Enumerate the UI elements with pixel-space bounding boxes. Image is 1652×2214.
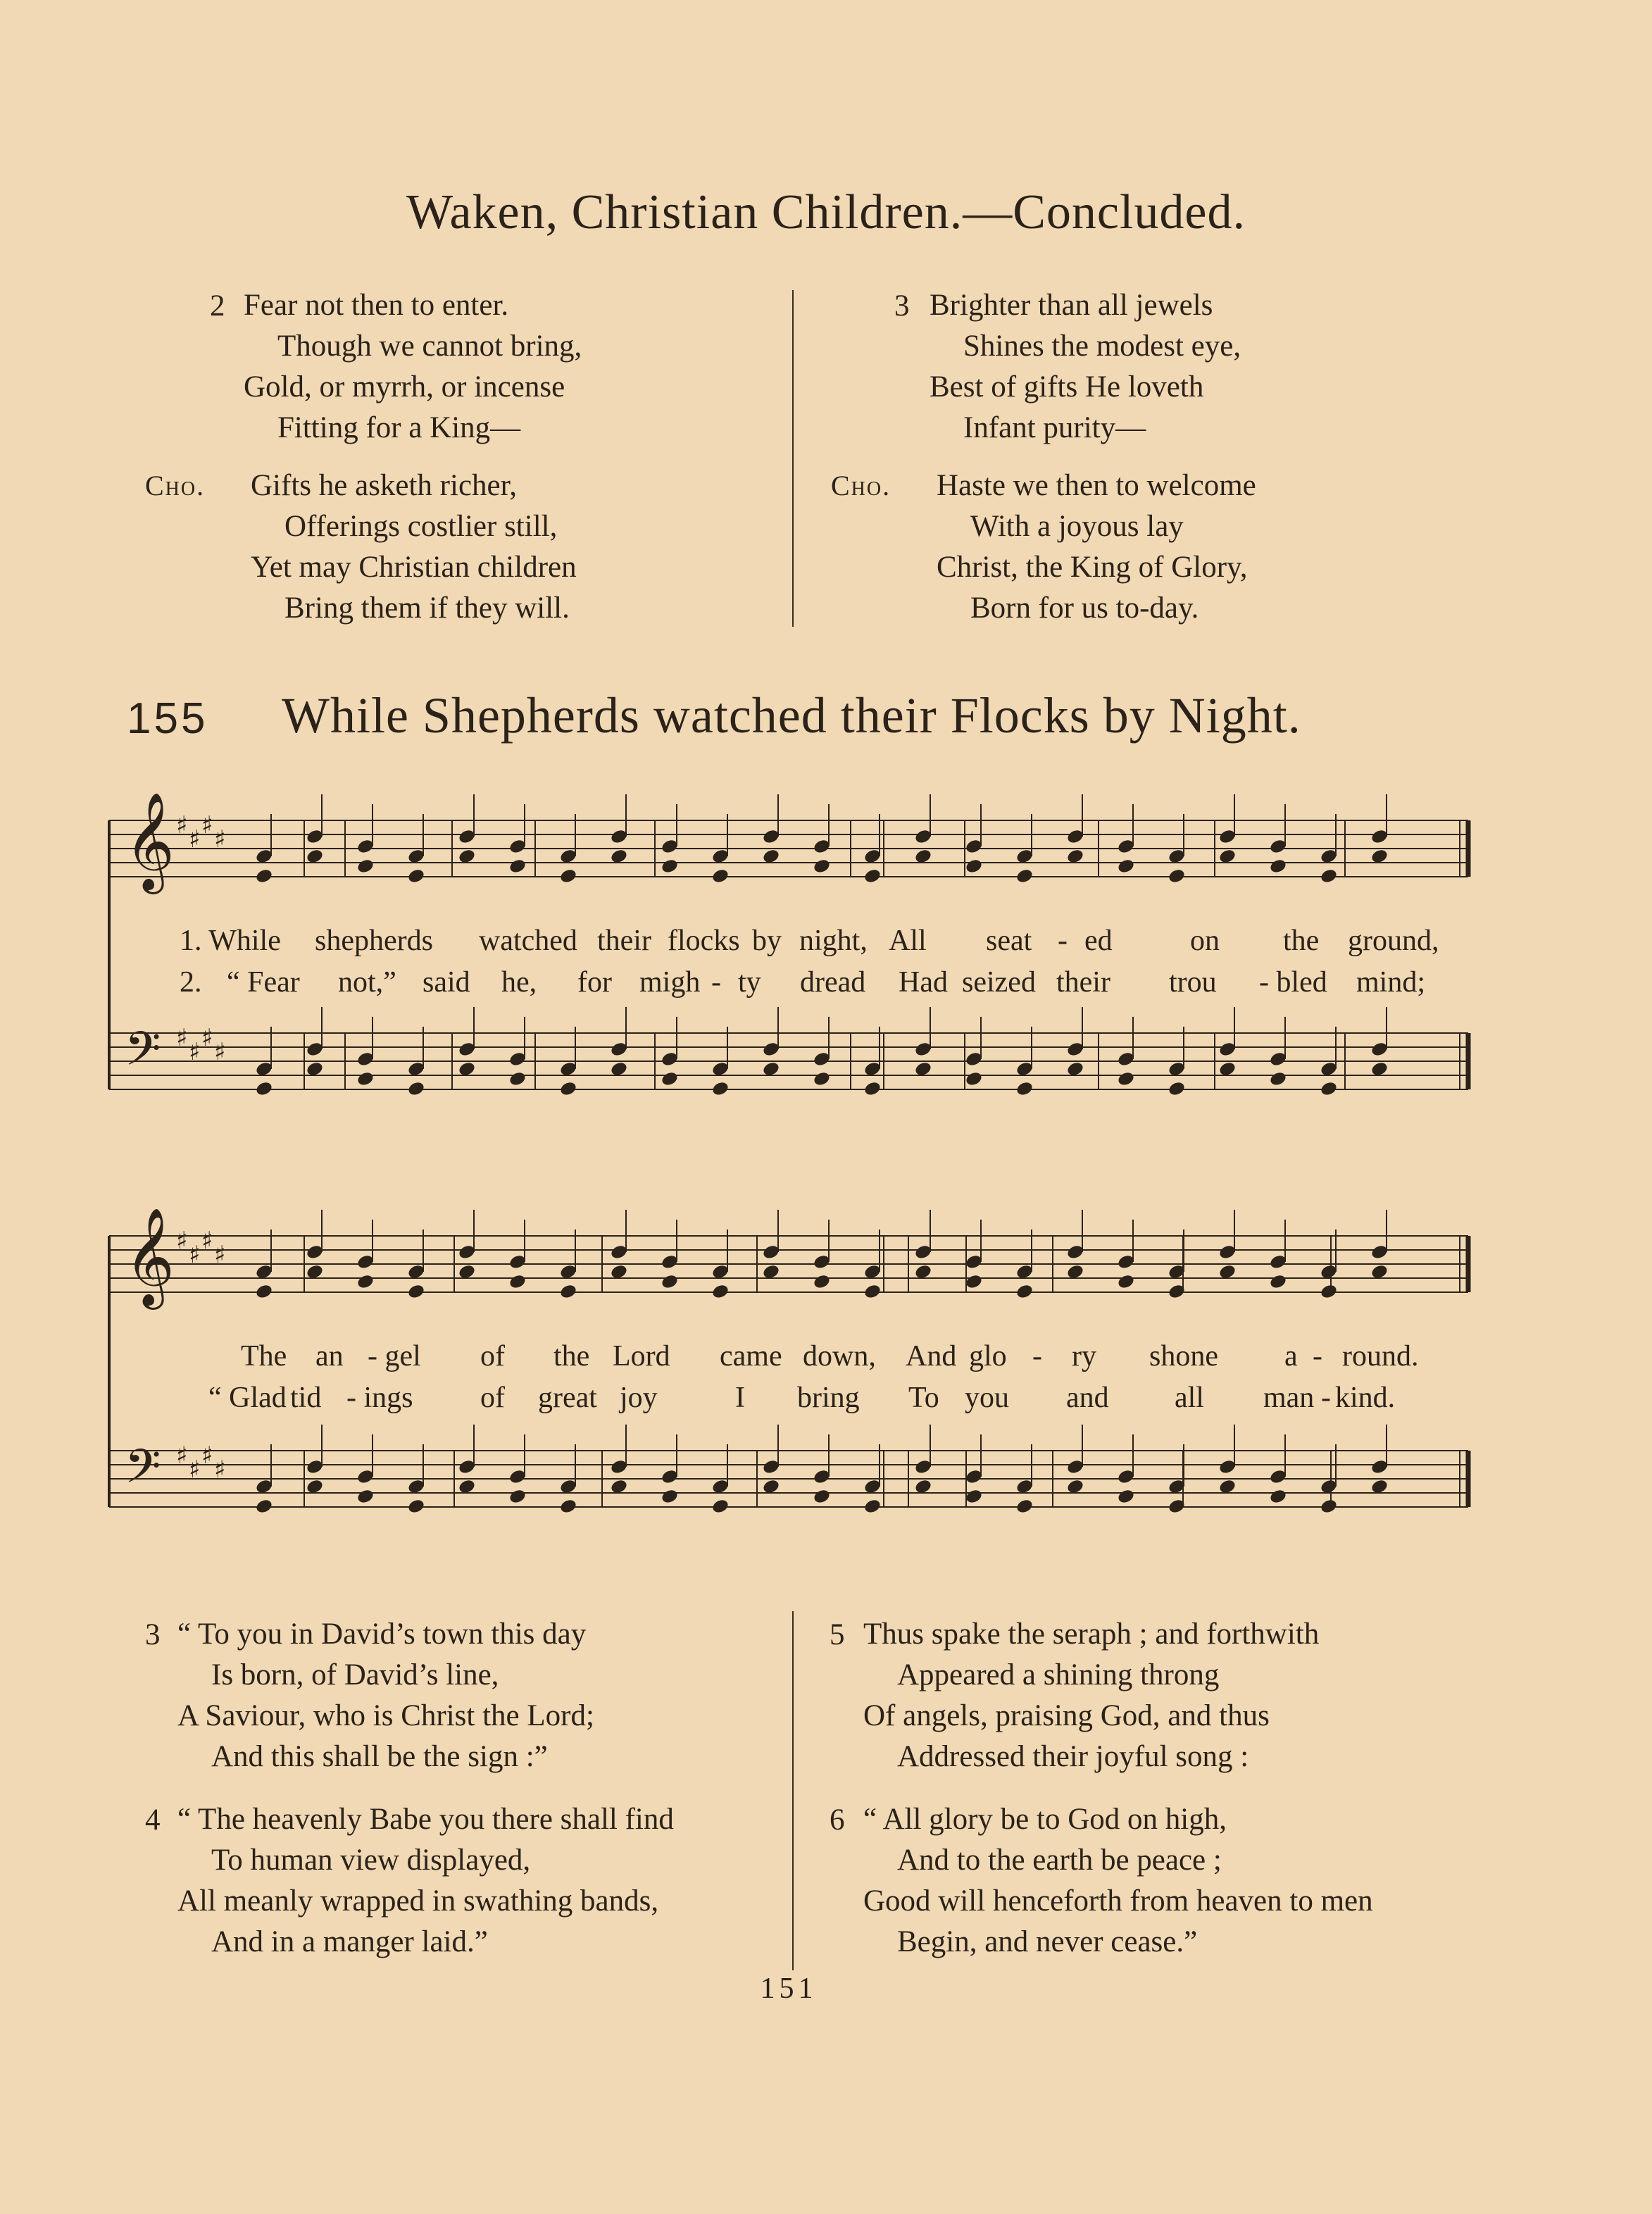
column-divider	[792, 1611, 794, 1970]
verse-line: Thus spake the seraph ; and forthwith	[863, 1618, 1320, 1651]
stanza-number: 3	[145, 1618, 161, 1651]
note-head	[508, 858, 527, 875]
note-head	[559, 1080, 578, 1097]
note-head	[508, 1273, 527, 1290]
lyric-syllable: not,”	[338, 966, 396, 999]
verse-line: “ To you in David’s town this day	[177, 1618, 587, 1651]
note-head	[559, 1283, 578, 1300]
lyric-syllable: dread	[800, 966, 866, 999]
lyric-syllable: down,	[803, 1340, 876, 1372]
sharp-sign: ♯	[189, 1456, 201, 1484]
note-head	[1168, 1080, 1187, 1097]
page-number: 151	[760, 1972, 818, 2005]
sharp-sign: ♯	[201, 1024, 213, 1052]
note-head	[407, 1283, 426, 1300]
verse-line: Fitting for a King—	[277, 411, 521, 444]
chorus-line: With a joyous lay	[970, 510, 1184, 543]
note-head	[1117, 1488, 1136, 1505]
note-head	[508, 1070, 527, 1087]
verse-line: All meanly wrapped in swathing bands,	[177, 1884, 659, 1918]
chorus-line: Yet may Christian children	[251, 551, 577, 584]
lyric-syllable: And	[906, 1340, 957, 1372]
lyric-syllable: and	[1066, 1382, 1109, 1414]
note-head	[255, 1498, 274, 1515]
lyric-syllable: All	[889, 925, 927, 957]
verse-line: Of angels, praising God, and thus	[863, 1699, 1270, 1732]
verse-line: “ The heavenly Babe you there shall find	[177, 1803, 674, 1836]
lyric-syllable: shone	[1149, 1340, 1218, 1372]
stanza-number: 5	[830, 1618, 845, 1651]
note-head	[356, 1488, 375, 1505]
treble-clef: 𝄞	[125, 792, 175, 890]
lyric-syllable: joy	[620, 1382, 658, 1414]
verse-line: A Saviour, who is Christ the Lord;	[177, 1699, 594, 1732]
note-head	[813, 1273, 832, 1290]
note-head	[1320, 1283, 1339, 1300]
lyric-syllable: -	[1032, 1340, 1042, 1372]
lyric-syllable: you	[965, 1382, 1009, 1414]
verse-line: Fear not then to enter.	[244, 289, 509, 322]
verse-line: Best of gifts He loveth	[930, 370, 1204, 404]
lyric-syllable: “ Fear	[227, 966, 300, 999]
verse-line: To human view displayed,	[211, 1844, 531, 1877]
note-head	[255, 1283, 274, 1300]
note-head	[813, 1070, 832, 1087]
lyric-syllable: The	[241, 1340, 287, 1372]
chorus-label: Cho.	[831, 470, 891, 501]
lyric-syllable: bring	[797, 1382, 860, 1414]
sharp-sign: ♯	[214, 1241, 226, 1269]
lyric-syllable: for	[577, 966, 612, 999]
stanza-number: 4	[145, 1803, 161, 1837]
verse-line: Addressed their joyful song :	[897, 1740, 1249, 1773]
lyric-syllable: ry	[1072, 1340, 1096, 1372]
lyric-syllable: all	[1175, 1382, 1204, 1414]
note-head	[965, 1070, 984, 1087]
note-head	[711, 868, 730, 884]
lyric-syllable: came	[720, 1340, 782, 1372]
note-head	[1320, 1498, 1339, 1515]
sharp-sign: ♯	[176, 811, 188, 839]
lyric-syllable: flocks	[668, 925, 740, 957]
note-head	[813, 858, 832, 875]
sharp-sign: ♯	[201, 1441, 213, 1470]
note-head	[711, 1283, 730, 1300]
stanza-6	[863, 1799, 1373, 1963]
lyric-syllable: kind.	[1335, 1382, 1396, 1414]
verse-line: Infant purity—	[963, 411, 1146, 444]
verse-line: And in a manger laid.”	[211, 1925, 488, 1958]
note-head	[1320, 1080, 1339, 1097]
lyric-syllable: glo	[969, 1340, 1007, 1372]
note-head	[1168, 868, 1187, 884]
lyric-syllable: round.	[1342, 1340, 1419, 1372]
note-head	[356, 1273, 375, 1290]
lyric-syllable: 2.	[180, 966, 202, 999]
lyric-syllable: shepherds	[315, 925, 433, 957]
note-head	[559, 1498, 578, 1515]
lyric-syllable: -	[1313, 1340, 1322, 1372]
sharp-sign: ♯	[176, 1227, 188, 1255]
note-head	[965, 1273, 984, 1290]
lyric-syllable: by	[752, 925, 782, 957]
lyric-syllable: watched	[479, 925, 577, 957]
lyric-syllable: - gel	[368, 1340, 421, 1372]
lyric-syllable: 1. While	[180, 925, 281, 957]
stanza-4	[177, 1799, 674, 1963]
lyric-syllable: “ Glad	[208, 1382, 287, 1414]
lyric-syllable: seat	[986, 925, 1032, 957]
note-head	[661, 1070, 680, 1087]
chorus-line: Born for us to-day.	[970, 592, 1199, 625]
chorus-line: Offerings costlier still,	[284, 510, 558, 543]
note-head	[1015, 1080, 1034, 1097]
note-head	[1269, 1488, 1288, 1505]
verse-line: Shines the modest eye,	[963, 330, 1241, 363]
stanza-number: 2	[210, 289, 225, 323]
lyric-syllable: an	[315, 1340, 344, 1372]
note-head	[661, 858, 680, 875]
verse-line: “ All glory be to God on high,	[863, 1803, 1227, 1836]
hymn-title: While Shepherds watched their Flocks by Night.	[282, 687, 1301, 744]
lyric-syllable: their	[1056, 966, 1110, 999]
note-head	[711, 1498, 730, 1515]
note-head	[863, 1498, 882, 1515]
lyric-syllable: he,	[501, 966, 537, 999]
treble-clef: 𝄞	[125, 1208, 175, 1306]
sharp-sign: ♯	[176, 1024, 188, 1052]
chorus-line: Gifts he asketh richer,	[251, 469, 517, 502]
sharp-sign: ♯	[214, 1038, 226, 1066]
note-head	[863, 1080, 882, 1097]
note-head	[1015, 1498, 1034, 1515]
chorus-label: Cho.	[145, 470, 206, 501]
lyric-syllable: ed	[1084, 925, 1113, 957]
note-head	[1320, 868, 1339, 884]
note-head	[965, 858, 984, 875]
note-head	[356, 1070, 375, 1087]
bass-clef: 𝄢	[125, 1022, 161, 1087]
verse-line: Begin, and never cease.”	[897, 1925, 1198, 1958]
lyric-syllable: Had	[899, 966, 948, 999]
bass-clef: 𝄢	[125, 1439, 161, 1505]
lyric-syllable: trou	[1169, 966, 1217, 999]
verse-line: And to the earth be peace ;	[897, 1844, 1222, 1877]
lyric-syllable: -	[1058, 925, 1068, 957]
note-head	[863, 868, 882, 884]
sharp-sign: ♯	[214, 825, 226, 853]
lyric-syllable: ty	[738, 966, 761, 999]
lyric-syllable: migh	[639, 966, 701, 999]
note-head	[711, 1080, 730, 1097]
verse-line: Appeared a shining throng	[897, 1658, 1220, 1691]
verse-line: Brighter than all jewels	[930, 289, 1213, 322]
sharp-sign: ♯	[214, 1456, 226, 1484]
note-head	[255, 1080, 274, 1097]
note-head	[559, 868, 578, 884]
verse-line: Is born, of David’s line,	[211, 1658, 499, 1691]
lyric-syllable: - bled	[1259, 966, 1327, 999]
stanza-number: 6	[830, 1803, 845, 1837]
note-head	[1117, 1273, 1136, 1290]
stanza-number: 3	[894, 289, 910, 323]
verse-line: And this shall be the sign :”	[211, 1740, 548, 1773]
hymn-number: 155	[127, 694, 208, 743]
lyric-syllable: seized	[962, 966, 1036, 999]
lyric-syllable: the	[1283, 925, 1320, 957]
note-head	[1117, 858, 1136, 875]
verse-line: Gold, or myrrh, or incense	[244, 370, 565, 404]
lyric-syllable: I	[735, 1382, 745, 1414]
chorus-line: Bring them if they will.	[284, 592, 570, 625]
note-head	[1269, 858, 1288, 875]
sharp-sign: ♯	[201, 811, 213, 839]
lyric-syllable: -	[1321, 1382, 1331, 1414]
lyric-syllable: the	[553, 1340, 590, 1372]
note-head	[1117, 1070, 1136, 1087]
note-head	[255, 868, 274, 884]
note-head	[1269, 1273, 1288, 1290]
lyric-syllable: -	[711, 966, 721, 999]
lyric-syllable: of	[480, 1382, 505, 1414]
note-head	[965, 1488, 984, 1505]
note-head	[1015, 1283, 1034, 1300]
note-head	[407, 1498, 426, 1515]
note-head	[407, 1080, 426, 1097]
verse-line: Though we cannot bring,	[277, 330, 582, 363]
sharp-sign: ♯	[189, 1038, 201, 1066]
verse-line: Good will henceforth from heaven to men	[863, 1884, 1373, 1918]
note-head	[661, 1273, 680, 1290]
lyric-syllable: ground,	[1348, 925, 1439, 957]
note-head	[1269, 1070, 1288, 1087]
lyric-syllable: man	[1263, 1382, 1315, 1414]
lyric-syllable: their	[597, 925, 651, 957]
sharp-sign: ♯	[176, 1441, 188, 1470]
note-head	[813, 1488, 832, 1505]
note-head	[508, 1488, 527, 1505]
running-title: Waken, Christian Children.—Concluded.	[406, 185, 1246, 239]
chorus-line: Haste we then to welcome	[937, 469, 1256, 502]
sharp-sign: ♯	[189, 1241, 201, 1269]
note-head	[863, 1283, 882, 1300]
lyric-syllable: mind;	[1356, 966, 1426, 999]
sharp-sign: ♯	[201, 1227, 213, 1255]
lyric-syllable: on	[1190, 925, 1220, 957]
lyric-syllable: Lord	[613, 1340, 670, 1372]
note-head	[1015, 868, 1034, 884]
note-head	[661, 1488, 680, 1505]
lyric-syllable: a	[1284, 1340, 1298, 1372]
lyric-syllable: To	[908, 1382, 939, 1414]
lyric-syllable: - ings	[346, 1382, 413, 1414]
lyric-syllable: great	[538, 1382, 597, 1414]
sharp-sign: ♯	[189, 825, 201, 853]
lyric-syllable: night,	[799, 925, 868, 957]
lyric-syllable: tid	[290, 1382, 322, 1414]
chorus-line: Christ, the King of Glory,	[937, 551, 1248, 584]
lyric-syllable: said	[423, 966, 470, 999]
stanza-5	[863, 1614, 1319, 1777]
stanza-3	[177, 1614, 594, 1777]
note-head	[356, 858, 375, 875]
note-head	[407, 868, 426, 884]
lyric-syllable: of	[480, 1340, 505, 1372]
